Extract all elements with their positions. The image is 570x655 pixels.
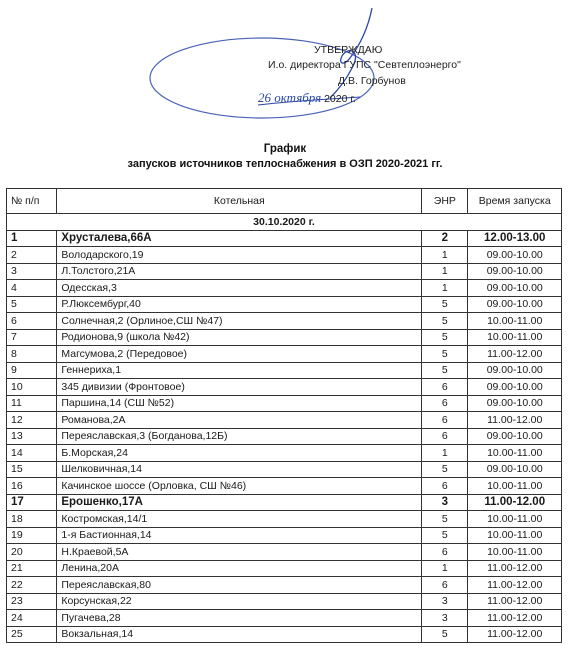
row-name-cell: Геннериха,1 — [57, 362, 422, 379]
row-name-cell: Ленина,20А — [57, 560, 422, 577]
date-row — [7, 214, 562, 231]
row-time-cell: 11.00-12.00 — [468, 412, 562, 429]
row-time-cell: 09.00-10.00 — [468, 395, 562, 412]
row-enr-cell: 6 — [422, 478, 468, 495]
row-name-cell: Володарского,19 — [57, 247, 422, 264]
row-time-cell: 09.00-10.00 — [468, 461, 562, 478]
row-enr-cell: 5 — [422, 626, 468, 643]
table-row — [7, 412, 562, 429]
row-name-cell: Костромская,14/1 — [57, 511, 422, 528]
table-row — [7, 511, 562, 528]
table-row — [7, 527, 562, 544]
row-name-cell: Р.Люксембург,40 — [57, 296, 422, 313]
table-row — [7, 428, 562, 445]
table-row — [7, 346, 562, 363]
row-enr-cell: 1 — [422, 445, 468, 462]
date-cell: 30.10.2020 г. — [7, 214, 562, 231]
row-name-cell: Переяславская,80 — [57, 577, 422, 594]
row-time-cell: 10.00-11.00 — [468, 478, 562, 495]
row-time-cell: 09.00-10.00 — [468, 247, 562, 264]
row-num-cell: 15 — [7, 461, 57, 478]
handwritten-date: 26 октября — [258, 90, 322, 105]
row-name-cell: Н.Краевой,5А — [57, 544, 422, 561]
row-name-cell: Л.Толстого,21А — [57, 263, 422, 280]
approval-line-3: Д.В. Горбунов — [338, 75, 406, 87]
row-enr-cell: 6 — [422, 395, 468, 412]
row-enr-cell: 5 — [422, 346, 468, 363]
row-num-cell: 3 — [7, 263, 57, 280]
row-name-cell: Качинское шоссе (Орловка, СШ №46) — [57, 478, 422, 495]
row-enr-cell: 3 — [422, 593, 468, 610]
table-row — [7, 263, 562, 280]
row-name-cell: Солнечная,2 (Орлиное,СШ №47) — [57, 313, 422, 330]
row-num-cell: 17 — [7, 494, 57, 511]
row-num-cell: 10 — [7, 379, 57, 396]
row-enr-cell: 6 — [422, 577, 468, 594]
row-time-cell: 10.00-11.00 — [468, 544, 562, 561]
row-enr-cell: 5 — [422, 527, 468, 544]
row-time-cell: 11.00-12.00 — [468, 610, 562, 627]
table-row — [7, 461, 562, 478]
row-enr-cell: 2 — [422, 230, 468, 247]
row-name-cell: Родионова,9 (школа №42) — [57, 329, 422, 346]
row-time-cell: 10.00-11.00 — [468, 527, 562, 544]
row-num-cell: 1 — [7, 230, 57, 247]
row-name-cell: Б.Морская,24 — [57, 445, 422, 462]
row-num-cell: 8 — [7, 346, 57, 363]
row-num-cell: 12 — [7, 412, 57, 429]
row-enr-cell: 5 — [422, 329, 468, 346]
row-time-cell: 11.00-12.00 — [468, 560, 562, 577]
row-time-cell: 10.00-11.00 — [468, 445, 562, 462]
row-num-cell: 9 — [7, 362, 57, 379]
row-num-cell: 7 — [7, 329, 57, 346]
row-num-cell: 13 — [7, 428, 57, 445]
row-name-cell: Вокзальная,14 — [57, 626, 422, 643]
approval-year: 2020 г. — [324, 93, 356, 105]
table-row — [7, 329, 562, 346]
row-name-cell: Паршина,14 (СШ №52) — [57, 395, 422, 412]
row-enr-cell: 5 — [422, 461, 468, 478]
row-name-cell: 345 дивизии (Фронтовое) — [57, 379, 422, 396]
signature-graphic — [0, 0, 570, 150]
row-enr-cell: 5 — [422, 313, 468, 330]
row-time-cell: 10.00-11.00 — [468, 313, 562, 330]
row-num-cell: 16 — [7, 478, 57, 495]
header-time: Время запуска — [468, 189, 562, 214]
row-time-cell: 09.00-10.00 — [468, 379, 562, 396]
row-enr-cell: 3 — [422, 610, 468, 627]
row-enr-cell: 5 — [422, 362, 468, 379]
header-name: Котельная — [57, 189, 422, 214]
row-enr-cell: 6 — [422, 428, 468, 445]
row-time-cell: 09.00-10.00 — [468, 263, 562, 280]
row-num-cell: 5 — [7, 296, 57, 313]
table-row — [7, 313, 562, 330]
row-name-cell: Романова,2А — [57, 412, 422, 429]
row-enr-cell: 5 — [422, 511, 468, 528]
row-enr-cell: 1 — [422, 280, 468, 297]
row-num-cell: 18 — [7, 511, 57, 528]
row-time-cell: 09.00-10.00 — [468, 362, 562, 379]
row-num-cell: 11 — [7, 395, 57, 412]
row-num-cell: 2 — [7, 247, 57, 264]
row-name-cell: Ерошенко,17А — [57, 494, 422, 511]
row-num-cell: 14 — [7, 445, 57, 462]
document-title: График — [263, 143, 307, 155]
row-num-cell: 24 — [7, 610, 57, 627]
row-num-cell: 4 — [7, 280, 57, 297]
table-row — [7, 379, 562, 396]
table-row — [7, 280, 562, 297]
approval-line-2: И.о. директора ГУПС "Севтеплоэнерго" — [268, 59, 461, 71]
row-name-cell: Одесская,3 — [57, 280, 422, 297]
approval-date-line — [258, 90, 356, 106]
table-row — [7, 560, 562, 577]
row-enr-cell: 1 — [422, 263, 468, 280]
row-time-cell: 09.00-10.00 — [468, 280, 562, 297]
header-enr: ЭНР — [422, 189, 468, 214]
row-time-cell: 09.00-10.00 — [468, 296, 562, 313]
row-time-cell: 12.00-13.00 — [468, 230, 562, 247]
table-row — [7, 544, 562, 561]
row-num-cell: 21 — [7, 560, 57, 577]
table-header-row — [7, 189, 562, 214]
row-time-cell: 11.00-12.00 — [468, 626, 562, 643]
row-enr-cell: 6 — [422, 379, 468, 396]
table-row — [7, 593, 562, 610]
table-row — [7, 230, 562, 247]
row-num-cell: 22 — [7, 577, 57, 594]
schedule-table — [6, 188, 562, 643]
row-enr-cell: 6 — [422, 544, 468, 561]
row-name-cell: Пугачева,28 — [57, 610, 422, 627]
row-time-cell: 09.00-10.00 — [468, 428, 562, 445]
table-row — [7, 577, 562, 594]
row-time-cell: 10.00-11.00 — [468, 511, 562, 528]
row-num-cell: 23 — [7, 593, 57, 610]
row-num-cell: 25 — [7, 626, 57, 643]
row-time-cell: 11.00-12.00 — [468, 494, 562, 511]
row-time-cell: 11.00-12.00 — [468, 593, 562, 610]
row-time-cell: 11.00-12.00 — [468, 577, 562, 594]
table-row — [7, 296, 562, 313]
table-row — [7, 610, 562, 627]
row-enr-cell: 6 — [422, 412, 468, 429]
row-name-cell: 1-я Бастионная,14 — [57, 527, 422, 544]
table-row — [7, 247, 562, 264]
row-name-cell: Хрусталева,66А — [57, 230, 422, 247]
table-row — [7, 626, 562, 643]
row-num-cell: 20 — [7, 544, 57, 561]
table-row — [7, 395, 562, 412]
approval-block — [0, 0, 570, 150]
row-num-cell: 6 — [7, 313, 57, 330]
header-num: № п/п — [7, 189, 57, 214]
row-num-cell: 19 — [7, 527, 57, 544]
row-time-cell: 11.00-12.00 — [468, 346, 562, 363]
row-time-cell: 10.00-11.00 — [468, 329, 562, 346]
row-enr-cell: 3 — [422, 494, 468, 511]
row-enr-cell: 5 — [422, 296, 468, 313]
row-enr-cell: 1 — [422, 247, 468, 264]
table-row — [7, 362, 562, 379]
row-name-cell: Переяславская,3 (Богданова,12Б) — [57, 428, 422, 445]
approval-line-1: УТВЕРЖДАЮ — [314, 44, 383, 56]
row-name-cell: Магсумова,2 (Передовое) — [57, 346, 422, 363]
row-name-cell: Корсунская,22 — [57, 593, 422, 610]
row-name-cell: Шелковичная,14 — [57, 461, 422, 478]
document-subtitle: запусков источников теплоснабжения в ОЗП 2020-2021 гг. — [127, 158, 443, 170]
table-row — [7, 494, 562, 511]
table-row — [7, 445, 562, 462]
table-row — [7, 478, 562, 495]
row-enr-cell: 1 — [422, 560, 468, 577]
